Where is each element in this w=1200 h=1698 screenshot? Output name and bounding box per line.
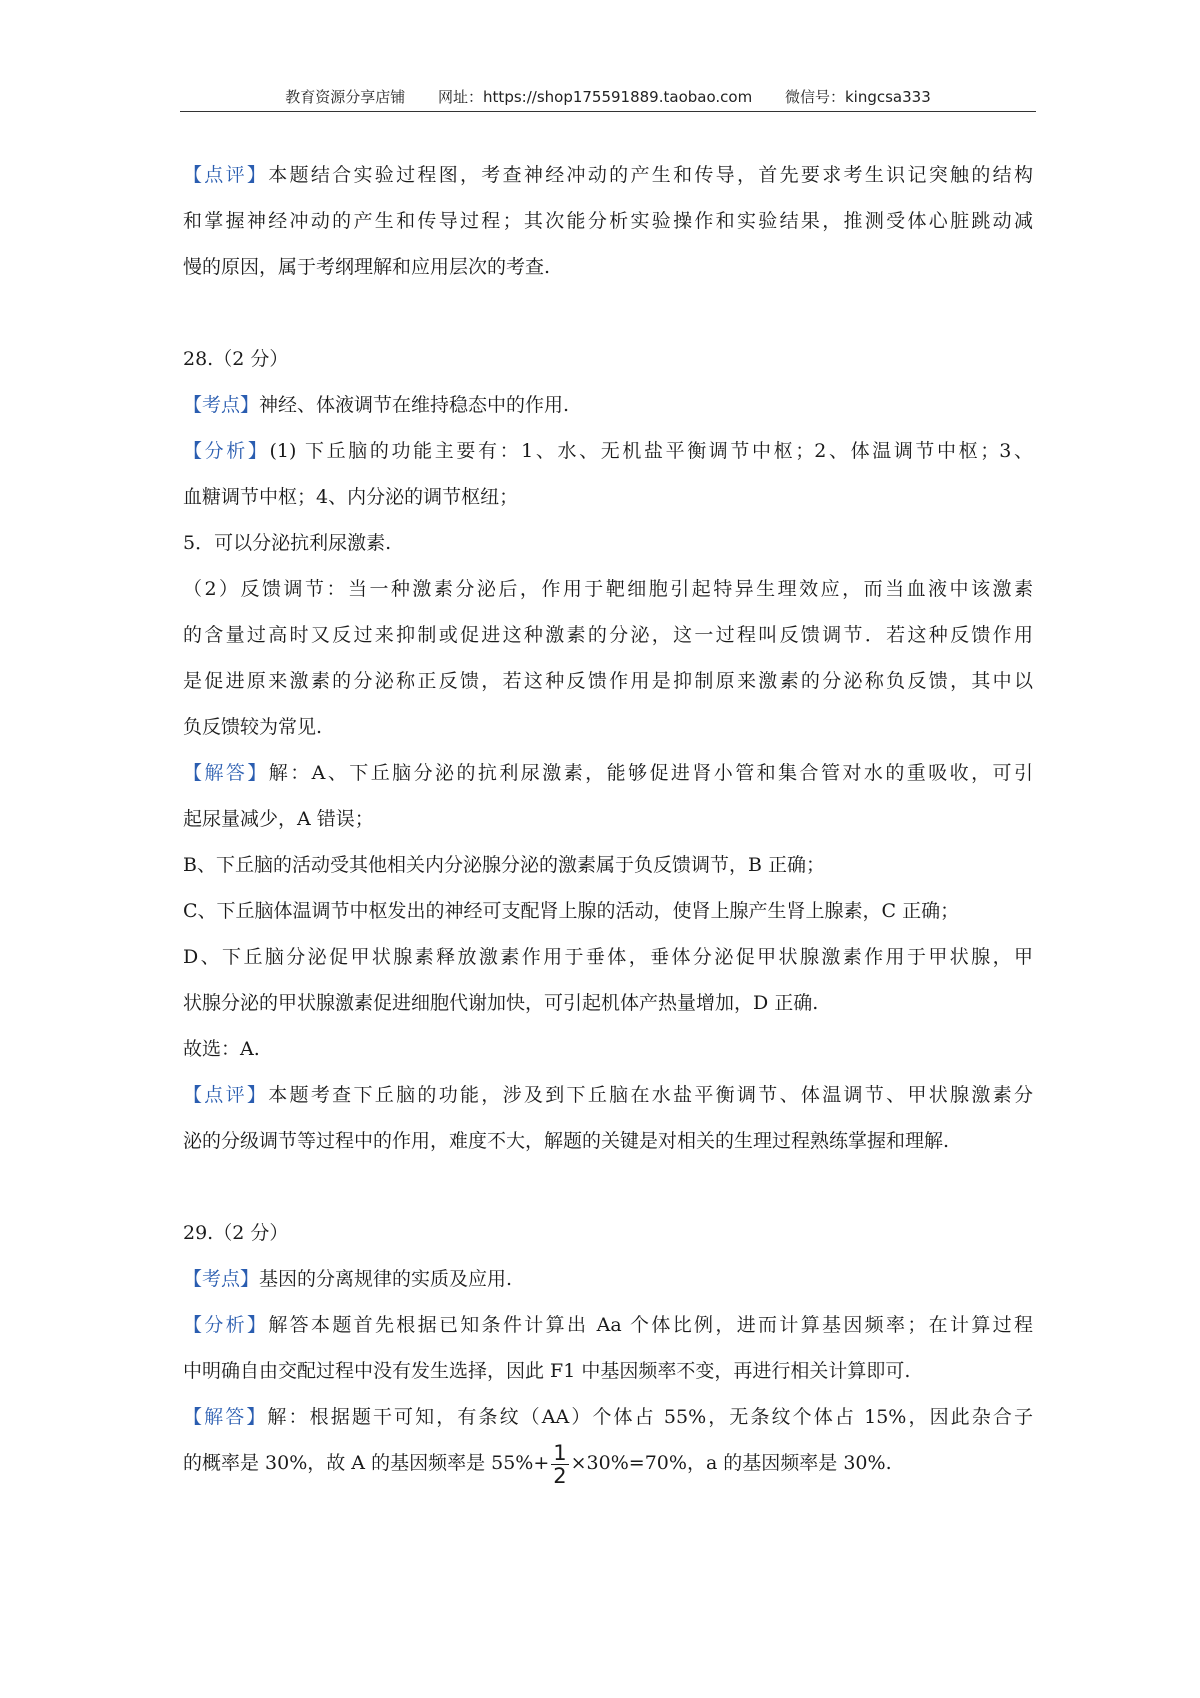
- paragraph-line: B、下丘脑的活动受其他相关内分泌腺分泌的激素属于负反馈调节，B 正确；: [183, 854, 825, 876]
- fenxi-tag: 【分析】: [183, 1314, 269, 1336]
- paragraph-line: （2）反馈调节：当一种激素分泌后，作用于靶细胞引起特异生理效应，而当血液中该激素: [183, 578, 1033, 600]
- header-url[interactable]: 网址：https://shop175591889.taobao.com: [438, 88, 753, 106]
- jieda-text: 解：根据题干可知，有条纹（AA）个体占 55%，无条纹个体占 15%，因此杂合子: [267, 1406, 1033, 1428]
- fraction-denominator: 2: [553, 1463, 567, 1488]
- page-header: [180, 86, 1036, 107]
- paragraph-line: C、下丘脑体温调节中枢发出的神经可支配肾上腺的活动，使肾上腺产生肾上腺素，C 正确；: [183, 900, 960, 922]
- kaodian-text: 神经、体液调节在维持稳态中的作用.: [259, 394, 570, 416]
- review-text: 本题考查下丘脑的功能，涉及到下丘脑在水盐平衡调节、体温调节、甲状腺激素分: [268, 1084, 1033, 1106]
- question-number: 28.（2 分）: [183, 348, 289, 370]
- document-body: [183, 152, 1033, 1487]
- section-28: [183, 336, 1033, 1164]
- review-tag: 【点评】: [183, 1084, 269, 1106]
- paragraph-line: [183, 152, 1033, 198]
- paragraph-line: 是促进原来激素的分泌称正反馈，若这种反馈作用是抑制原来激素的分泌称负反馈，其中以: [183, 670, 1033, 692]
- paragraph-line: 血糖调节中枢；4、内分泌的调节枢纽；: [183, 486, 519, 508]
- fenxi-text: (1) 下丘脑的功能主要有：1、水、无机盐平衡调节中枢；2、体温调节中枢；3、: [269, 440, 1033, 462]
- section-27-review: [183, 152, 1033, 290]
- paragraph-line: [183, 1440, 1033, 1487]
- jieda-tag: 【解答】: [183, 762, 269, 784]
- paragraph-line: 泌的分级调节等过程中的作用，难度不大，解题的关键是对相关的生理过程熟练掌握和理解.: [183, 1130, 950, 1152]
- fraction-numerator: 1: [553, 1440, 567, 1465]
- header-divider: [180, 111, 1036, 112]
- kaodian-tag: 【考点】: [183, 394, 260, 416]
- kaodian-tag: 【考点】: [183, 1268, 260, 1290]
- section-29: [183, 1210, 1033, 1487]
- fenxi-text: 解答本题首先根据已知条件计算出 Aa 个体比例，进而计算基因频率；在计算过程: [268, 1314, 1033, 1336]
- paragraph-line: 负反馈较为常见.: [183, 716, 323, 738]
- question-number: 29.（2 分）: [183, 1222, 289, 1244]
- jieda-text: 解：A、下丘脑分泌的抗利尿激素，能够促进肾小管和集合管对水的重吸收，可引: [268, 762, 1033, 784]
- jieda-text-a: 的概率是 30%，故 A 的基因频率是 55%+: [183, 1452, 550, 1474]
- paragraph-line: 5．可以分泌抗利尿激素.: [183, 532, 392, 554]
- header-shop: 教育资源分享店铺: [285, 88, 406, 106]
- paragraph-line: 起尿量减少，A 错误；: [183, 808, 374, 830]
- paragraph-line: 状腺分泌的甲状腺激素促进细胞代谢加快，可引起机体产热量增加，D 正确.: [183, 992, 819, 1014]
- fenxi-tag: 【分析】: [183, 440, 270, 462]
- paragraph-line: 的含量过高时又反过来抑制或促进这种激素的分泌，这一过程叫反馈调节．若这种反馈作用: [183, 624, 1033, 646]
- review-text: 本题结合实验过程图，考查神经冲动的产生和传导，首先要求考生识记突触的结构: [268, 164, 1033, 186]
- answer-choice: 故选：A.: [183, 1038, 260, 1060]
- jieda-tag: 【解答】: [183, 1406, 268, 1428]
- paragraph-line: 中明确自由交配过程中没有发生选择，因此 F1 中基因频率不变，再进行相关计算即可.: [183, 1360, 911, 1382]
- jieda-text-b: ×30%=70%，a 的基因频率是 30%.: [570, 1452, 892, 1474]
- paragraph-line: 和掌握神经冲动的产生和传导过程；其次能分析实验操作和实验结果，推测受体心脏跳动减: [183, 210, 1033, 232]
- header-wechat: 微信号：kingcsa333: [784, 88, 931, 106]
- kaodian-text: 基因的分离规律的实质及应用.: [259, 1268, 513, 1290]
- paragraph-line: D、下丘脑分泌促甲状腺素释放激素作用于垂体，垂体分泌促甲状腺激素作用于甲状腺，甲: [183, 946, 1033, 968]
- paragraph-line: 慢的原因，属于考纲理解和应用层次的考查.: [183, 256, 551, 278]
- review-tag: 【点评】: [183, 164, 269, 186]
- fraction-one-half: [551, 1442, 568, 1487]
